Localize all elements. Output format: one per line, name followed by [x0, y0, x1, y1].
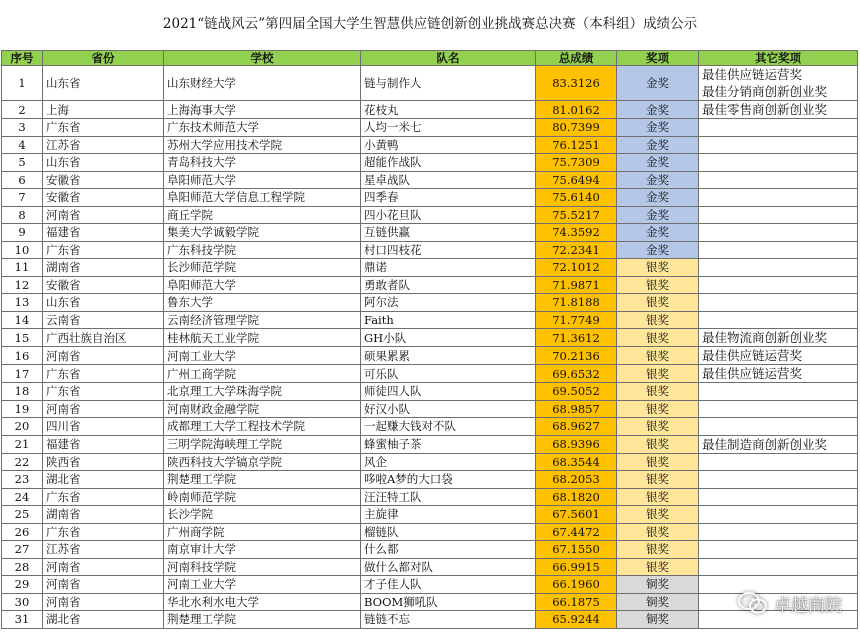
cell-no: 9	[2, 224, 43, 242]
cell-school: 广州商学院	[164, 523, 361, 541]
table-row	[2, 171, 858, 189]
table-row	[2, 418, 858, 436]
cell-no: 17	[2, 365, 43, 383]
cell-award: 金奖	[617, 66, 699, 101]
cell-team: 主旋律	[361, 506, 536, 524]
cell-school: 云南经济管理学院	[164, 311, 361, 329]
table-row	[2, 154, 858, 172]
watermark-text: 卓越商院	[774, 595, 842, 616]
cell-team: GH小队	[361, 329, 536, 347]
cell-award: 金奖	[617, 189, 699, 207]
cell-other-awards	[699, 488, 858, 506]
cell-other-awards	[699, 329, 858, 347]
cell-team: 四小花旦队	[361, 206, 536, 224]
table-row	[2, 224, 858, 242]
cell-other-awards	[699, 435, 858, 453]
cell-award: 银奖	[617, 541, 699, 559]
cell-province: 河南省	[43, 593, 164, 611]
table-row	[2, 189, 858, 207]
cell-school: 河南科技学院	[164, 558, 361, 576]
cell-team: 人均一米七	[361, 119, 536, 137]
cell-school: 广东科技学院	[164, 241, 361, 259]
cell-no: 18	[2, 383, 43, 401]
cell-no: 11	[2, 259, 43, 277]
table-row	[2, 383, 858, 401]
cell-award: 银奖	[617, 471, 699, 489]
cell-no: 14	[2, 311, 43, 329]
cell-school: 青岛科技大学	[164, 154, 361, 172]
cell-province: 河南省	[43, 347, 164, 365]
cell-team: 可乐队	[361, 365, 536, 383]
cell-no: 3	[2, 119, 43, 137]
cell-score: 75.6494	[536, 171, 617, 189]
cell-team: Faith	[361, 311, 536, 329]
other-award-label: 最佳分销商创新创业奖	[702, 84, 828, 99]
cell-other-awards	[699, 523, 858, 541]
table-row	[2, 136, 858, 154]
table-row	[2, 206, 858, 224]
cell-team: 勇敢者队	[361, 276, 536, 294]
cell-award: 银奖	[617, 488, 699, 506]
cell-team: 阿尔法	[361, 294, 536, 312]
cell-school: 苏州大学应用技术学院	[164, 136, 361, 154]
cell-score: 66.1960	[536, 576, 617, 594]
cell-school: 岭南师范学院	[164, 488, 361, 506]
cell-score: 75.6140	[536, 189, 617, 207]
table-row	[2, 471, 858, 489]
cell-score: 72.2341	[536, 241, 617, 259]
cell-team: 好汉小队	[361, 400, 536, 418]
cell-team: 硕果累累	[361, 347, 536, 365]
cell-school: 河南工业大学	[164, 347, 361, 365]
cell-school: 荆楚理工学院	[164, 471, 361, 489]
cell-province: 四川省	[43, 418, 164, 436]
cell-award: 金奖	[617, 154, 699, 172]
table-row	[2, 488, 858, 506]
cell-team: 哆啦A梦的大口袋	[361, 471, 536, 489]
cell-province: 云南省	[43, 311, 164, 329]
cell-other-awards	[699, 101, 858, 119]
cell-other-awards	[699, 206, 858, 224]
cell-other-awards	[699, 311, 858, 329]
cell-other-awards	[699, 365, 858, 383]
cell-no: 2	[2, 101, 43, 119]
cell-no: 7	[2, 189, 43, 207]
cell-award: 金奖	[617, 241, 699, 259]
cell-no: 12	[2, 276, 43, 294]
table-row	[2, 365, 858, 383]
cell-school: 山东财经大学	[164, 66, 361, 101]
table-row	[2, 453, 858, 471]
cell-score: 68.9627	[536, 418, 617, 436]
cell-province: 河南省	[43, 206, 164, 224]
cell-score: 67.5601	[536, 506, 617, 524]
cell-other-awards	[699, 400, 858, 418]
cell-award: 银奖	[617, 506, 699, 524]
cell-no: 22	[2, 453, 43, 471]
cell-team: 四季春	[361, 189, 536, 207]
cell-province: 福建省	[43, 224, 164, 242]
cell-other-awards	[699, 136, 858, 154]
table-body	[2, 66, 858, 629]
cell-other-awards	[699, 506, 858, 524]
cell-other-awards	[699, 347, 858, 365]
header-team: 队名	[361, 51, 536, 66]
cell-no: 4	[2, 136, 43, 154]
cell-team: 花枝丸	[361, 101, 536, 119]
cell-score: 68.3544	[536, 453, 617, 471]
table-row	[2, 119, 858, 137]
cell-no: 19	[2, 400, 43, 418]
cell-province: 河南省	[43, 400, 164, 418]
cell-award: 铜奖	[617, 593, 699, 611]
cell-team: 超能作战队	[361, 154, 536, 172]
cell-no: 27	[2, 541, 43, 559]
cell-province: 江苏省	[43, 136, 164, 154]
cell-award: 铜奖	[617, 611, 699, 629]
cell-no: 28	[2, 558, 43, 576]
cell-award: 银奖	[617, 383, 699, 401]
cell-school: 长沙学院	[164, 506, 361, 524]
cell-other-awards	[699, 294, 858, 312]
cell-province: 广东省	[43, 119, 164, 137]
table-row	[2, 506, 858, 524]
header-other-awards: 其它奖项	[699, 51, 858, 66]
cell-award: 银奖	[617, 311, 699, 329]
cell-other-awards	[699, 383, 858, 401]
cell-team: BOOM狮吼队	[361, 593, 536, 611]
cell-province: 广东省	[43, 383, 164, 401]
cell-other-awards	[699, 66, 858, 101]
cell-no: 8	[2, 206, 43, 224]
cell-award: 银奖	[617, 365, 699, 383]
cell-award: 银奖	[617, 523, 699, 541]
cell-province: 广西壮族自治区	[43, 329, 164, 347]
other-award-label: 最佳供应链运营奖	[702, 67, 803, 82]
cell-province: 河南省	[43, 558, 164, 576]
table-row	[2, 347, 858, 365]
cell-school: 南京审计大学	[164, 541, 361, 559]
cell-score: 65.9244	[536, 611, 617, 629]
cell-province: 湖南省	[43, 506, 164, 524]
cell-score: 68.9396	[536, 435, 617, 453]
table-row	[2, 241, 858, 259]
cell-province: 湖北省	[43, 611, 164, 629]
table-row	[2, 593, 858, 611]
cell-score: 69.5052	[536, 383, 617, 401]
cell-other-awards	[699, 119, 858, 137]
table-row	[2, 558, 858, 576]
header-award: 奖项	[617, 51, 699, 66]
cell-award: 银奖	[617, 435, 699, 453]
cell-other-awards	[699, 541, 858, 559]
cell-award: 银奖	[617, 453, 699, 471]
cell-team: 链链不忘	[361, 611, 536, 629]
cell-no: 23	[2, 471, 43, 489]
cell-no: 16	[2, 347, 43, 365]
cell-school: 上海海事大学	[164, 101, 361, 119]
cell-score: 66.1875	[536, 593, 617, 611]
cell-no: 6	[2, 171, 43, 189]
cell-school: 河南工业大学	[164, 576, 361, 594]
cell-other-awards	[699, 276, 858, 294]
cell-team: 鼎诺	[361, 259, 536, 277]
cell-score: 66.9915	[536, 558, 617, 576]
table-header-row	[2, 51, 858, 66]
cell-school: 长沙师范学院	[164, 259, 361, 277]
cell-score: 71.3612	[536, 329, 617, 347]
cell-team: 链与制作人	[361, 66, 536, 101]
cell-other-awards	[699, 259, 858, 277]
cell-team: 蜂蜜柚子茶	[361, 435, 536, 453]
cell-team: 师徒四人队	[361, 383, 536, 401]
other-award-label: 最佳物流商创新创业奖	[702, 330, 828, 345]
cell-school: 集美大学诚毅学院	[164, 224, 361, 242]
cell-award: 银奖	[617, 558, 699, 576]
cell-team: 做什么都对队	[361, 558, 536, 576]
table-row	[2, 311, 858, 329]
cell-no: 15	[2, 329, 43, 347]
cell-award: 铜奖	[617, 576, 699, 594]
other-award-label: 最佳供应链运营奖	[702, 366, 803, 381]
cell-province: 安徽省	[43, 189, 164, 207]
cell-score: 69.6532	[536, 365, 617, 383]
cell-province: 江苏省	[43, 541, 164, 559]
table-row	[2, 400, 858, 418]
cell-no: 25	[2, 506, 43, 524]
cell-score: 68.9857	[536, 400, 617, 418]
cell-province: 山东省	[43, 294, 164, 312]
cell-no: 20	[2, 418, 43, 436]
watermark	[738, 589, 842, 617]
table-row	[2, 523, 858, 541]
cell-score: 70.2136	[536, 347, 617, 365]
cell-school: 华北水利水电大学	[164, 593, 361, 611]
cell-award: 金奖	[617, 136, 699, 154]
cell-no: 1	[2, 66, 43, 101]
results-table	[1, 50, 858, 629]
cell-team: 星卓战队	[361, 171, 536, 189]
cell-award: 金奖	[617, 101, 699, 119]
cell-no: 10	[2, 241, 43, 259]
cell-award: 银奖	[617, 347, 699, 365]
cell-school: 广州工商学院	[164, 365, 361, 383]
cell-team: 榴链队	[361, 523, 536, 541]
cell-school: 成都理工大学工程技术学院	[164, 418, 361, 436]
cell-other-awards	[699, 471, 858, 489]
cell-province: 湖南省	[43, 259, 164, 277]
header-school: 学校	[164, 51, 361, 66]
cell-team: 村口四枝花	[361, 241, 536, 259]
cell-team: 一起赚大钱对不队	[361, 418, 536, 436]
cell-province: 上海	[43, 101, 164, 119]
cell-other-awards	[699, 171, 858, 189]
cell-school: 河南财政金融学院	[164, 400, 361, 418]
cell-no: 26	[2, 523, 43, 541]
cell-other-awards	[699, 241, 858, 259]
cell-no: 31	[2, 611, 43, 629]
cell-province: 河南省	[43, 576, 164, 594]
cell-team: 互链供赢	[361, 224, 536, 242]
cell-team: 小黄鸭	[361, 136, 536, 154]
cell-score: 71.9871	[536, 276, 617, 294]
cell-school: 陕西科技大学镐京学院	[164, 453, 361, 471]
cell-other-awards	[699, 453, 858, 471]
cell-team: 风企	[361, 453, 536, 471]
cell-score: 72.1012	[536, 259, 617, 277]
wechat-icon	[738, 591, 768, 615]
header-score: 总成绩	[536, 51, 617, 66]
cell-score: 83.3126	[536, 66, 617, 101]
cell-province: 山东省	[43, 66, 164, 101]
cell-score: 76.1251	[536, 136, 617, 154]
cell-other-awards	[699, 154, 858, 172]
cell-score: 67.1550	[536, 541, 617, 559]
cell-other-awards	[699, 558, 858, 576]
cell-team: 汪汪特工队	[361, 488, 536, 506]
cell-school: 商丘学院	[164, 206, 361, 224]
cell-score: 80.7399	[536, 119, 617, 137]
table-row	[2, 611, 858, 629]
table-row	[2, 435, 858, 453]
cell-score: 71.8188	[536, 294, 617, 312]
cell-score: 74.3592	[536, 224, 617, 242]
cell-score: 81.0162	[536, 101, 617, 119]
cell-school: 阜阳师范大学信息工程学院	[164, 189, 361, 207]
cell-award: 银奖	[617, 400, 699, 418]
cell-school: 荆楚理工学院	[164, 611, 361, 629]
cell-score: 68.2053	[536, 471, 617, 489]
cell-school: 阜阳师范大学	[164, 171, 361, 189]
header-no: 序号	[2, 51, 43, 66]
cell-award: 金奖	[617, 224, 699, 242]
other-award-label: 最佳制造商创新创业奖	[702, 436, 828, 452]
table-row	[2, 101, 858, 119]
cell-no: 13	[2, 294, 43, 312]
cell-no: 5	[2, 154, 43, 172]
cell-province: 安徽省	[43, 276, 164, 294]
table-row	[2, 329, 858, 347]
cell-school: 三明学院海峡理工学院	[164, 435, 361, 453]
cell-score: 75.7309	[536, 154, 617, 172]
cell-award: 金奖	[617, 171, 699, 189]
cell-no: 21	[2, 435, 43, 453]
other-award-label: 最佳零售商创新创业奖	[702, 102, 828, 117]
other-award-label: 最佳供应链运营奖	[702, 348, 803, 363]
table-row	[2, 294, 858, 312]
cell-school: 阜阳师范大学	[164, 276, 361, 294]
cell-other-awards	[699, 418, 858, 436]
cell-award: 银奖	[617, 259, 699, 277]
cell-award: 银奖	[617, 329, 699, 347]
cell-no: 29	[2, 576, 43, 594]
cell-no: 24	[2, 488, 43, 506]
cell-score: 71.7749	[536, 311, 617, 329]
cell-team: 才子佳人队	[361, 576, 536, 594]
cell-award: 金奖	[617, 119, 699, 137]
table-row	[2, 259, 858, 277]
table-row	[2, 541, 858, 559]
table-row	[2, 66, 858, 101]
cell-team: 什么都	[361, 541, 536, 559]
cell-province: 湖北省	[43, 471, 164, 489]
cell-province: 广东省	[43, 523, 164, 541]
cell-award: 银奖	[617, 294, 699, 312]
cell-school: 桂林航天工业学院	[164, 329, 361, 347]
header-province: 省份	[43, 51, 164, 66]
cell-province: 广东省	[43, 488, 164, 506]
cell-score: 68.1820	[536, 488, 617, 506]
cell-award: 金奖	[617, 206, 699, 224]
cell-province: 安徽省	[43, 171, 164, 189]
cell-other-awards	[699, 224, 858, 242]
cell-no: 30	[2, 593, 43, 611]
cell-province: 广东省	[43, 241, 164, 259]
cell-score: 75.5217	[536, 206, 617, 224]
cell-province: 陕西省	[43, 453, 164, 471]
table-row	[2, 576, 858, 594]
cell-award: 银奖	[617, 418, 699, 436]
cell-other-awards	[699, 189, 858, 207]
cell-score: 67.4472	[536, 523, 617, 541]
cell-province: 福建省	[43, 435, 164, 453]
cell-province: 山东省	[43, 154, 164, 172]
table-row	[2, 276, 858, 294]
cell-school: 广东技术师范大学	[164, 119, 361, 137]
page-title: 2021“链战风云”第四届全国大学生智慧供应链创新创业挑战赛总决赛（本科组）成绩公示	[162, 16, 698, 32]
cell-school: 北京理工大学珠海学院	[164, 383, 361, 401]
cell-award: 银奖	[617, 276, 699, 294]
cell-school: 鲁东大学	[164, 294, 361, 312]
cell-province: 广东省	[43, 365, 164, 383]
